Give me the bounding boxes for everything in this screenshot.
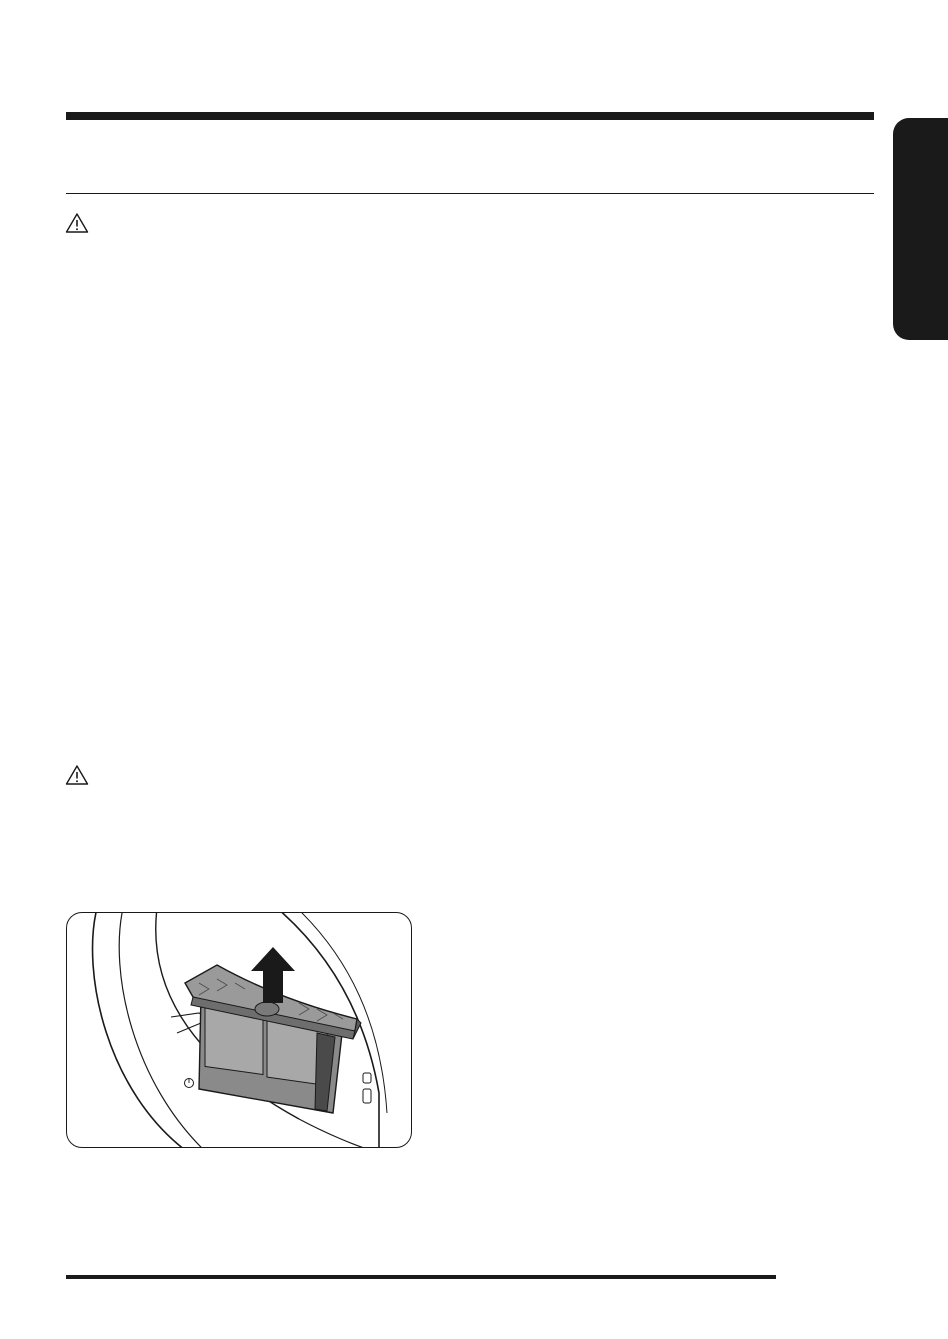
footer-rule: [66, 1275, 776, 1279]
lint-filter-illustration: [66, 912, 412, 1148]
header-rule: [66, 112, 874, 120]
warning-triangle-icon: [65, 212, 89, 234]
section-divider: [66, 193, 874, 194]
warning-triangle-icon: [65, 764, 89, 786]
chapter-tab[interactable]: [893, 118, 948, 340]
